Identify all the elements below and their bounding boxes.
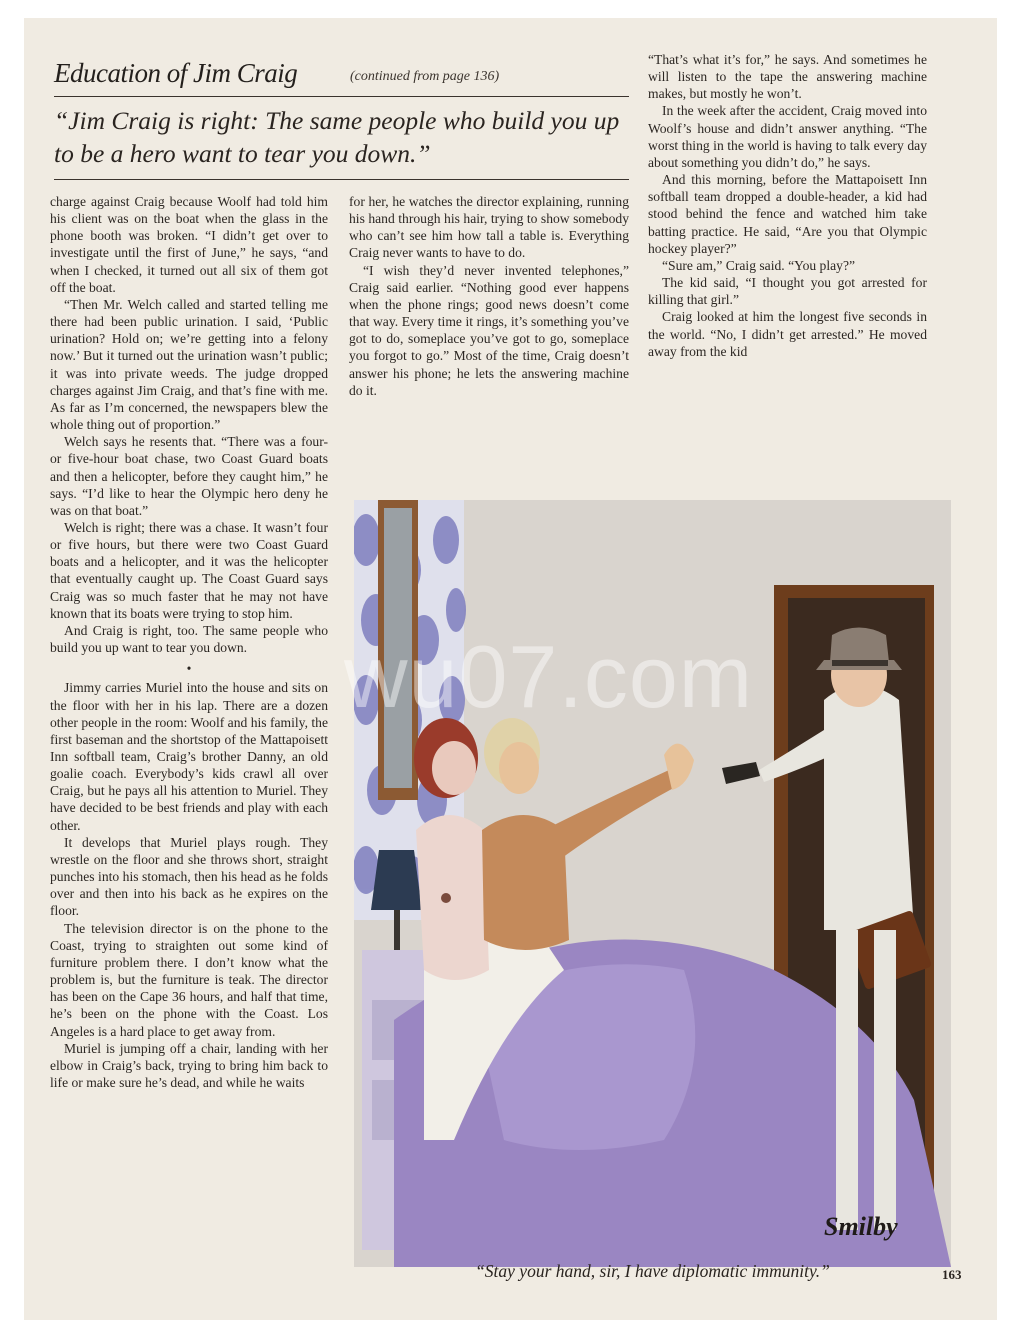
paragraph: “I wish they’d never invented telephones,” Craig said earlier. “Nothing good ever happens when the phone rings; good news doesn’t come that way. Every time it rings, it’s something you’ve got to do, someplace you’ve got to go, someplace you forgot to go.” Most of the time, Craig doesn’t answer his phone; he lets the answering machine do it. [349, 262, 629, 398]
text-column-3 [648, 51, 927, 360]
paragraph: And Craig is right, too. The same people who build you up want to tear you down. [50, 622, 328, 656]
header-rule [54, 96, 629, 97]
paragraph: “Sure am,” Craig said. “You play?” [662, 257, 856, 273]
paragraph: Jimmy carries Muriel into the house and sits on the floor with her in his lap. There are a dozen other people in the room: Woolf and his family, the first baseman and the shortstop of the Mattapoisett Inn softball team, Craig’s brother Danny, an old goalie coach. Everybody’s kids crawl all over Craig, but he pays all his attention to Muriel. They have decided to be best friends and play with each other. [50, 680, 328, 833]
paragraph: The kid said, “I thought you got arrested for killing that girl.” [648, 275, 927, 308]
paragraph: The television director is on the phone to the Coast, trying to straighten out some kind of furniture problem there. I don’t know what the problem is, but the furniture is teak. The director has been on the Cape 36 hours, and half that time, he’s been on the phone with the Coast. Los Angeles is a hard place to get away from. [50, 920, 328, 1039]
watermark: wu07.com [344, 627, 754, 726]
section-break-bullet: • [186, 661, 192, 677]
cartoon-caption: “Stay your hand, sir, I have diplomatic immunity.” [475, 1261, 830, 1281]
paragraph: And this morning, before the Mattapoisett Inn softball team dropped a double-header, a kid had stood behind the fence and watched him take batting practice. He said, “Are you that Olympic hockey player?” [648, 172, 927, 256]
paragraph: Muriel is jumping off a chair, landing with her elbow in Craig’s back, trying to bring him back to life or make sure he’s dead, and while he waits [50, 1040, 328, 1090]
paragraph: for her, he watches the director explaining, running his hand through his hair, trying to show somebody who can’t see him how tall a table is. Everything Craig never wants to have to do. [349, 194, 629, 261]
section-title: Education of Jim Craig [54, 58, 298, 88]
paragraph: Welch says he resents that. “There was a four- or five-hour boat chase, two Coast Guard boats and then a helicopter, before they caught him,” he says. “I’d like to hear the Olympic hero deny he was on that boat.” [50, 434, 328, 518]
pull-quote-rule [54, 179, 629, 180]
paragraph: It develops that Muriel plays rough. They wrestle on the floor and she throws short, straight punches into his stomach, then his head as he folds over and then into his back as he expires on the floor. [50, 834, 328, 919]
paragraph: In the week after the accident, Craig moved into Woolf’s house and didn’t answer anything. “The worst thing in the world is having to talk every day about something you didn’t do,” he says. [648, 103, 927, 170]
artist-signature: Smilby [824, 1212, 898, 1241]
text-column-2 [349, 193, 629, 399]
page-number: 163 [942, 1267, 962, 1282]
magazine-page [24, 18, 997, 1320]
text-column-1 [50, 193, 328, 1091]
continued-note: (continued from page 136) [350, 69, 500, 84]
paragraph: “Then Mr. Welch called and started telling me there had been public urination. I said, ‘Public urination? Hold on; we’re getting into a felony now.’ But it turned out the urination wasn’t public; it was into private weeds. The judge dropped charges against Jim Craig, and that’s fine with me. As far as I’m concerned, the newspapers blew the whole thing out of proportion.” [50, 296, 328, 433]
paragraph: “That’s what it’s for,” he says. And sometimes he will listen to the tape the answering machine makes, but mostly he won’t. [648, 52, 927, 102]
paragraph: Welch is right; there was a chase. It wasn’t four or five hours, but there were two Coast Guard boats and a helicopter, and it was the helicopter that eventually caught up. The Coast Guard says Craig was so much faster that he may not have known that its boats were trying to stop him. [50, 519, 328, 621]
paragraph: charge against Craig because Woolf had told him his client was on the boat when the glass in the phone booth was broken. “I didn’t get over to investigate until the first of June,” he says, “and when I checked, it turned out all six of them got off the boat. [50, 194, 328, 295]
pull-quote: “Jim Craig is right: The same people who build you up to be a hero want to tear you down.” [54, 106, 620, 168]
cartoon-illustration [354, 500, 951, 1267]
paragraph: Craig looked at him the longest five seconds in the world. “No, I didn’t get arrested.” He moved away from the kid [648, 309, 927, 359]
